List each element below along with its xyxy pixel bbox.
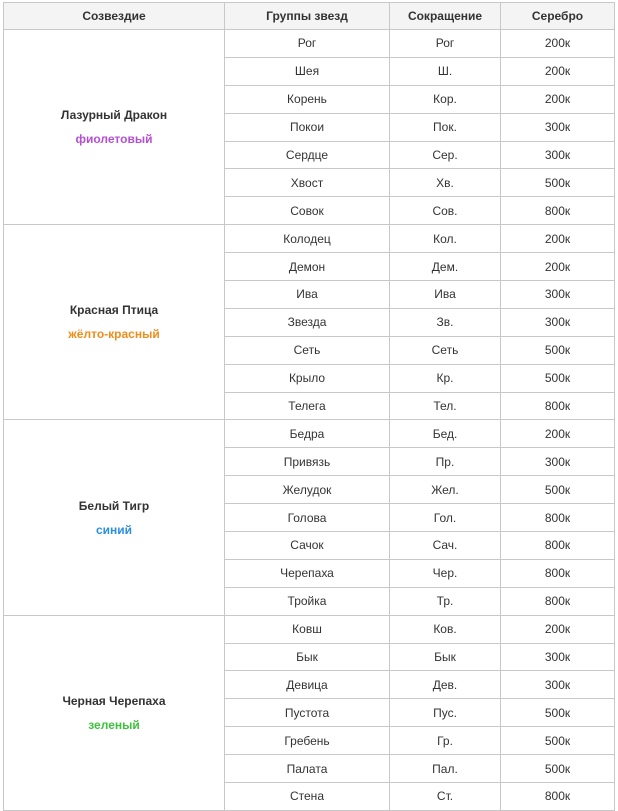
star-group-cell: Ива [225, 281, 390, 309]
star-group-cell: Рог [225, 30, 390, 58]
table-header-row [4, 3, 615, 30]
constellation-name: Лазурный Дракон [60, 108, 168, 123]
silver-cell: 800к [501, 504, 615, 532]
abbreviation-cell: Рог [390, 30, 501, 58]
abbreviation-cell: Ш. [390, 57, 501, 85]
star-group-cell: Гребень [225, 727, 390, 755]
silver-cell: 500к [501, 476, 615, 504]
silver-cell: 200к [501, 253, 615, 281]
abbreviation-cell: Гол. [390, 504, 501, 532]
abbreviation-cell: Кр. [390, 364, 501, 392]
silver-cell: 500к [501, 727, 615, 755]
silver-cell: 200к [501, 85, 615, 113]
star-group-cell: Бедра [225, 420, 390, 448]
silver-cell: 500к [501, 336, 615, 364]
abbreviation-cell: Сер. [390, 141, 501, 169]
constellation-color-label: жёлто-красный [68, 327, 160, 342]
silver-cell: 800к [501, 532, 615, 560]
abbreviation-cell: Дев. [390, 671, 501, 699]
silver-cell: 500к [501, 364, 615, 392]
silver-cell: 300к [501, 643, 615, 671]
constellation-name: Красная Птица [69, 303, 159, 318]
abbreviation-cell: Хв. [390, 169, 501, 197]
star-group-cell: Крыло [225, 364, 390, 392]
star-group-cell: Голова [225, 504, 390, 532]
silver-cell: 300к [501, 141, 615, 169]
table-row [4, 225, 615, 253]
star-group-cell: Покои [225, 113, 390, 141]
star-group-cell: Колодец [225, 225, 390, 253]
header-star-groups: Группы звезд [225, 3, 390, 30]
star-group-cell: Привязь [225, 448, 390, 476]
silver-cell: 800к [501, 783, 615, 811]
header-abbreviation: Сокращение [390, 3, 501, 30]
table-row [4, 615, 615, 643]
star-group-cell: Пустота [225, 699, 390, 727]
constellation-name: Черная Черепаха [62, 693, 166, 708]
silver-cell: 200к [501, 420, 615, 448]
silver-cell: 500к [501, 755, 615, 783]
star-group-cell: Тройка [225, 587, 390, 615]
abbreviation-cell: Пок. [390, 113, 501, 141]
abbreviation-cell: Пус. [390, 699, 501, 727]
silver-cell: 300к [501, 281, 615, 309]
constellation-cell [4, 30, 225, 225]
abbreviation-cell: Сеть [390, 336, 501, 364]
abbreviation-cell: Пал. [390, 755, 501, 783]
star-group-cell: Хвост [225, 169, 390, 197]
table-body [4, 30, 615, 811]
abbreviation-cell: Ст. [390, 783, 501, 811]
constellation-cell [4, 225, 225, 420]
abbreviation-cell: Бык [390, 643, 501, 671]
abbreviation-cell: Сов. [390, 197, 501, 225]
star-group-cell: Звезда [225, 308, 390, 336]
abbreviation-cell: Пр. [390, 448, 501, 476]
silver-cell: 500к [501, 169, 615, 197]
abbreviation-cell: Ива [390, 281, 501, 309]
silver-cell: 300к [501, 448, 615, 476]
constellation-color-label: фиолетовый [75, 132, 153, 147]
header-constellation: Созвездие [4, 3, 225, 30]
star-group-cell: Стена [225, 783, 390, 811]
abbreviation-cell: Тр. [390, 587, 501, 615]
star-group-cell: Шея [225, 57, 390, 85]
abbreviation-cell: Сач. [390, 532, 501, 560]
constellation-name: Белый Тигр [78, 498, 150, 513]
abbreviation-cell: Бед. [390, 420, 501, 448]
table-row [4, 30, 615, 58]
silver-cell: 200к [501, 57, 615, 85]
star-group-cell: Палата [225, 755, 390, 783]
header-silver: Серебро [501, 3, 615, 30]
star-group-cell: Черепаха [225, 559, 390, 587]
silver-cell: 300к [501, 113, 615, 141]
abbreviation-cell: Дем. [390, 253, 501, 281]
abbreviation-cell: Жел. [390, 476, 501, 504]
constellation-table [3, 2, 615, 811]
star-group-cell: Телега [225, 392, 390, 420]
silver-cell: 300к [501, 308, 615, 336]
star-group-cell: Сердце [225, 141, 390, 169]
silver-cell: 200к [501, 225, 615, 253]
constellation-cell [4, 615, 225, 810]
abbreviation-cell: Кор. [390, 85, 501, 113]
silver-cell: 800к [501, 392, 615, 420]
abbreviation-cell: Зв. [390, 308, 501, 336]
star-group-cell: Демон [225, 253, 390, 281]
abbreviation-cell: Чер. [390, 559, 501, 587]
abbreviation-cell: Гр. [390, 727, 501, 755]
silver-cell: 800к [501, 559, 615, 587]
silver-cell: 800к [501, 197, 615, 225]
silver-cell: 200к [501, 30, 615, 58]
abbreviation-cell: Ков. [390, 615, 501, 643]
silver-cell: 300к [501, 671, 615, 699]
star-group-cell: Совок [225, 197, 390, 225]
star-group-cell: Бык [225, 643, 390, 671]
constellation-cell [4, 420, 225, 615]
star-group-cell: Сачок [225, 532, 390, 560]
star-group-cell: Сеть [225, 336, 390, 364]
star-group-cell: Желудок [225, 476, 390, 504]
abbreviation-cell: Тел. [390, 392, 501, 420]
table-row [4, 420, 615, 448]
star-group-cell: Корень [225, 85, 390, 113]
constellation-color-label: зеленый [88, 717, 140, 732]
silver-cell: 500к [501, 699, 615, 727]
constellation-color-label: синий [95, 522, 133, 537]
silver-cell: 800к [501, 587, 615, 615]
abbreviation-cell: Кол. [390, 225, 501, 253]
star-group-cell: Ковш [225, 615, 390, 643]
star-group-cell: Девица [225, 671, 390, 699]
silver-cell: 200к [501, 615, 615, 643]
